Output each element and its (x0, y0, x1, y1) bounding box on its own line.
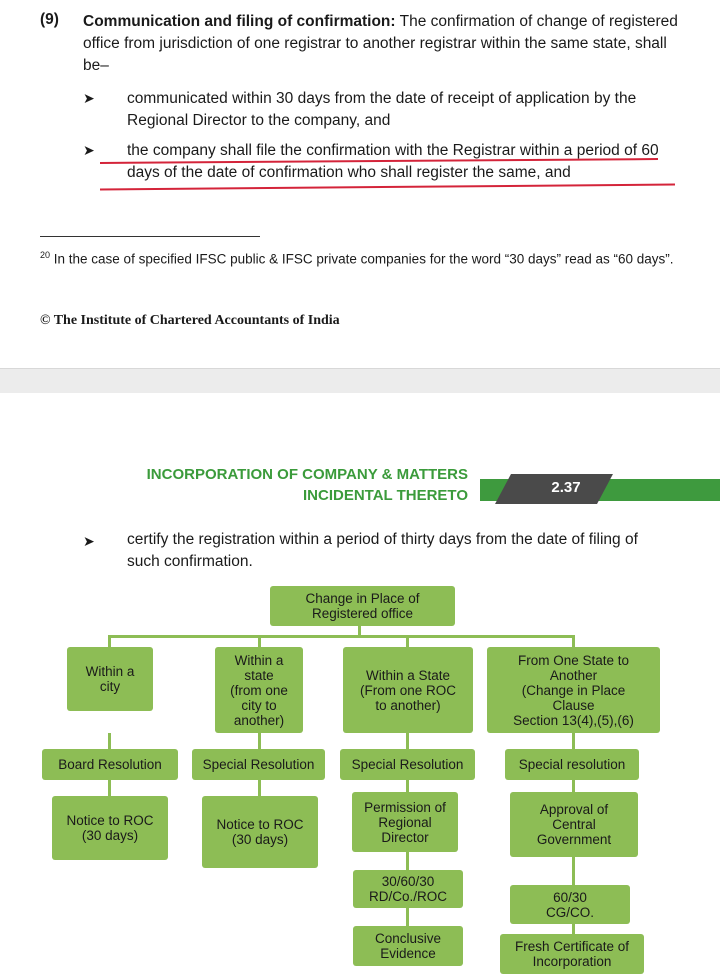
connector-line (572, 857, 575, 885)
flow-special-resolution-col2: Special Resolution (192, 749, 325, 780)
flow-notice-roc-col1: Notice to ROC (30 days) (52, 796, 168, 860)
flow-within-state-city: Within a state (from one city to another) (215, 647, 303, 733)
connector-line (406, 908, 409, 926)
connector-line (572, 635, 575, 647)
clipped-previous-line (0, 0, 720, 3)
connector-line (406, 635, 409, 647)
clause-number: (9) (40, 11, 59, 28)
connector-line (258, 635, 261, 647)
connector-line (572, 780, 575, 792)
arrow-bullet-icon: ➤ (83, 142, 95, 158)
footnote (40, 245, 680, 270)
bullet-item-2: the company shall file the confirmation with the Registrar within a period of 60 days of the date of confirmation who shall register the same, and (127, 142, 659, 181)
flow-timeline-col4: 60/30 CG/CO. (510, 885, 630, 924)
running-header-line-2: INCIDENTAL THERETO (302, 487, 468, 504)
footnote-number: 20 (40, 250, 51, 260)
connector-line (572, 733, 575, 749)
flow-state-to-state: From One State to Another (Change in Place Clause Section 13(4),(5),(6) (487, 647, 660, 733)
copyright-notice: © The Institute of Chartered Accountants of India (40, 313, 340, 328)
footnote-divider (40, 236, 260, 237)
connector-line (572, 924, 575, 934)
connector-line (108, 635, 574, 638)
connector-line (108, 780, 111, 796)
connector-line (406, 733, 409, 749)
connector-line (406, 852, 409, 870)
connector-line (406, 780, 409, 792)
flow-approval-cg: Approval of Central Government (510, 792, 638, 857)
flow-notice-roc-col2: Notice to ROC (30 days) (202, 796, 318, 868)
arrow-bullet-icon: ➤ (83, 90, 95, 106)
flow-permission-rd: Permission of Regional Director (352, 792, 458, 852)
connector-line (258, 780, 261, 796)
connector-line (108, 733, 111, 749)
flow-within-city: Within a city (67, 647, 153, 711)
connector-line (258, 733, 261, 749)
page-top (0, 0, 720, 368)
running-header-line-1: INCORPORATION OF COMPANY & MATTERS (146, 466, 468, 483)
flow-board-resolution: Board Resolution (42, 749, 178, 780)
connector-line (108, 635, 111, 647)
page-number: 2.37 (551, 479, 581, 496)
flow-timeline-col3: 30/60/30 RD/Co./ROC (353, 870, 463, 908)
footnote-text: In the case of specified IFSC public & IFSC private companies for the word “30 days” read as “60 days”. (50, 251, 674, 267)
bullet-item-certify: certify the registration within a period of thirty days from the date of filing of such confirmation. (127, 531, 638, 570)
clause-paragraph (83, 11, 683, 77)
flow-within-state-roc: Within a State (From one ROC to another) (343, 647, 473, 733)
flow-fresh-certificate: Fresh Certificate of Incorporation (500, 934, 644, 974)
clause-heading: Communication and filing of confirmation: (83, 13, 396, 30)
flow-special-resolution-col4: Special resolution (505, 749, 639, 780)
arrow-bullet-icon: ➤ (83, 533, 95, 549)
clause-text: The confirmation of change of registered office from jurisdiction of one registrar to another registrar within the same state, shall be– (83, 13, 678, 74)
page-separator (0, 368, 720, 394)
flow-conclusive-evidence: Conclusive Evidence (353, 926, 463, 966)
bullet-item-1: communicated within 30 days from the date of receipt of application by the Regional Director to the company, and (127, 90, 637, 129)
flow-special-resolution-col3: Special Resolution (340, 749, 475, 780)
flow-root-change-place: Change in Place of Registered office (270, 586, 455, 626)
page-bottom (0, 393, 720, 980)
